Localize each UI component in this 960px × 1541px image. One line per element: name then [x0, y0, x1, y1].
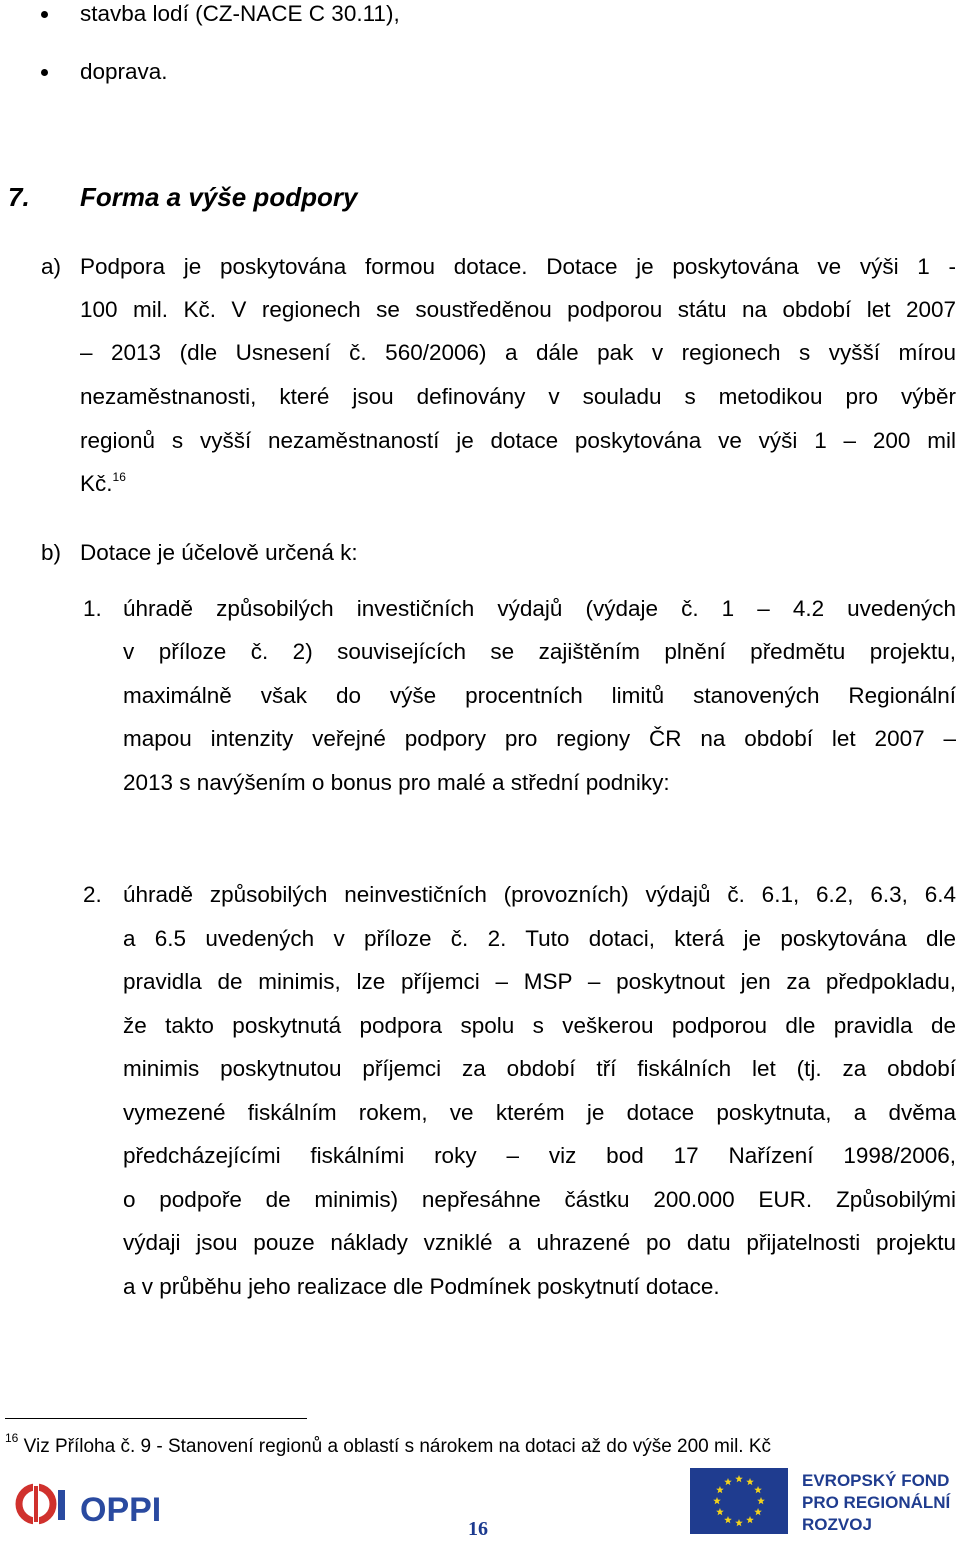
para-a-label: a) [41, 254, 62, 279]
page-number: 16 [468, 1518, 488, 1540]
footnote [5, 1431, 772, 1458]
item-1-line: mapou intenzity veřejné podpory pro regiony ČR na období let 2007 – [123, 726, 956, 751]
eu-line-3: ROZVOJ [802, 1515, 872, 1534]
oppi-logo-text: OPPI [80, 1491, 162, 1529]
para-a-line: nezaměstnanosti, které jsou definovány v souladu s metodikou pro výběr [80, 384, 956, 409]
para-a-line: Podpora je poskytována formou dotace. Dotace je poskytována ve výši 1 - [80, 254, 956, 279]
item-2-line: vymezené fiskálním rokem, ve kterém je dotace poskytnuta, a dvěma [123, 1100, 956, 1125]
para-a-last-line [80, 470, 126, 496]
bullet-dot [41, 69, 48, 76]
item-2-line: výdaji jsou pouze náklady vzniklé a uhrazené po datu přijatelnosti projektu [123, 1230, 956, 1255]
item-2-line: minimis poskytnutou příjemci za období tří fiskálních let (tj. za období [123, 1056, 956, 1081]
item-2-line: a v průběhu jeho realizace dle Podmínek poskytnutí dotace. [123, 1274, 720, 1299]
bullet-item: stavba lodí (CZ-NACE C 30.11), [80, 1, 400, 26]
item-2-line: že takto poskytnutá podpora spolu s veškerou podporou dle pravidla de [123, 1013, 956, 1038]
footnote-ref[interactable]: 16 [112, 470, 126, 484]
oppi-logo [14, 1478, 174, 1532]
section-title: Forma a výše podpory [80, 182, 358, 212]
item-1-line: 2013 s navýšením o bonus pro malé a střední podniky: [123, 770, 670, 795]
footnote-separator [5, 1418, 307, 1419]
item-1-line: úhradě způsobilých investičních výdajů (výdaje č. 1 – 4.2 uvedených [123, 596, 956, 621]
bullet-item: doprava. [80, 59, 168, 84]
oppi-logo-icon [14, 1478, 174, 1532]
para-b-text: Dotace je účelově určená k: [80, 540, 358, 565]
para-a-line: – 2013 (dle Usnesení č. 560/2006) a dále pak v regionech s vyšší mírou [80, 340, 956, 365]
item-2-line: předcházejícími fiskálními roky – viz bod 17 Nařízení 1998/2006, [123, 1143, 956, 1168]
para-a-line: Kč. [80, 471, 113, 496]
item-1-line: maximálně však do výše procentních limitů stanovených Regionální [123, 683, 956, 708]
para-a-line: regionů s vyšší nezaměstnaností je dotace poskytována ve výši 1 – 200 mil [80, 428, 956, 453]
eu-fund-logo [690, 1468, 952, 1534]
item-1-line: v příloze č. 2) souvisejících se zajištěním plnění předmětu projektu, [123, 639, 956, 664]
item-2-number: 2. [83, 882, 102, 907]
eu-flag-icon [690, 1468, 952, 1534]
footnote-number: 16 [5, 1431, 19, 1445]
bullet-dot [41, 11, 48, 18]
eu-line-2: PRO REGIONÁLNÍ [802, 1493, 951, 1512]
eu-line-1: EVROPSKÝ FOND [802, 1471, 950, 1490]
footnote-text: Viz Příloha č. 9 - Stanovení regionů a oblastí s nárokem na dotaci až do výše 200 mil. Kč [23, 1436, 772, 1457]
item-1-number: 1. [83, 596, 102, 621]
para-b-label: b) [41, 540, 62, 565]
item-2-line: pravidla de minimis, lze příjemci – MSP – poskytnout jen za předpokladu, [123, 969, 956, 994]
item-2-line: a 6.5 uvedených v příloze č. 2. Tuto dotaci, která je poskytována dle [123, 926, 956, 951]
item-2-line: o podpoře de minimis) nepřesáhne částku 200.000 EUR. Způsobilými [123, 1187, 956, 1212]
para-a-line: 100 mil. Kč. V regionech se soustředěnou podporou státu na období let 2007 [80, 297, 956, 322]
item-2-line: úhradě způsobilých neinvestičních (provozních) výdajů č. 6.1, 6.2, 6.3, 6.4 [123, 882, 956, 907]
section-number: 7. [8, 182, 30, 212]
